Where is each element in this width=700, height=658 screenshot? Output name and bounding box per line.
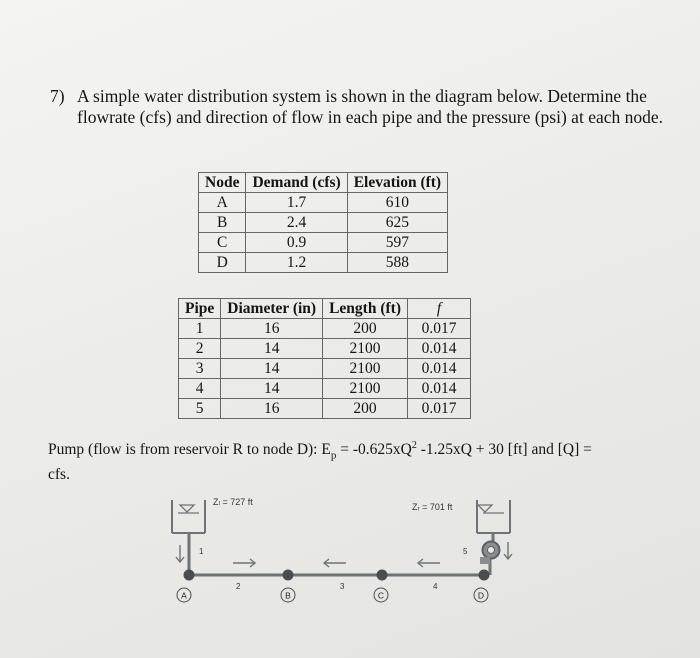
pipe-label-2: 2 — [236, 582, 241, 591]
pipe-label-5: 5 — [463, 547, 468, 556]
table-cell: 2100 — [323, 379, 408, 399]
junction-c-icon — [377, 570, 388, 581]
node-label-b: B — [285, 590, 291, 601]
question-text: A simple water distribution system is shown in the diagram below. Determine the flowrate (cfs) and direction of flow in each pipe and the pressure (psi) at each node. — [77, 86, 664, 127]
pump-term1: = -0.625xQ — [336, 441, 412, 459]
header-friction: f — [408, 299, 471, 319]
pump-term2: -1.25xQ + 30 [ft] and [Q] = — [416, 441, 592, 459]
table-cell: 14 — [221, 359, 323, 379]
table-cell: 2.4 — [246, 213, 347, 233]
table-cell: 2100 — [323, 359, 408, 379]
left-arrow-icon — [324, 559, 346, 567]
junction-b-icon — [283, 570, 294, 581]
pump-prefix: Pump (flow is from reservoir R to node D): E — [48, 441, 331, 459]
pipe-label-3: 3 — [340, 582, 345, 591]
table-cell: 200 — [323, 399, 408, 419]
right-reservoir-elevation: Zᵣ = 701 ft — [412, 502, 453, 512]
table-cell: 16 — [221, 319, 323, 339]
header-length: Length (ft) — [323, 299, 408, 319]
table-cell: 5 — [179, 399, 221, 419]
question-number: 7) — [50, 86, 65, 106]
table-cell: 2100 — [323, 339, 408, 359]
table-cell: 625 — [347, 213, 447, 233]
table-cell: 1.2 — [246, 253, 347, 273]
table-cell: 1.7 — [246, 193, 347, 213]
pump-superscript: 2 — [411, 440, 417, 451]
junction-d-icon — [479, 570, 490, 581]
pipe-label-1: 1 — [199, 547, 204, 556]
left-reservoir-elevation: Zₗ = 727 ft — [213, 497, 253, 507]
pump-subscript: p — [330, 449, 337, 462]
table-cell: 0.017 — [408, 399, 471, 419]
right-arrow-icon — [233, 559, 255, 567]
down-arrow-icon — [504, 542, 512, 559]
table-cell: 3 — [179, 359, 221, 379]
table-cell: 14 — [221, 339, 323, 359]
table-cell: 0.014 — [408, 339, 471, 359]
header-demand: Demand (cfs) — [246, 173, 347, 193]
table-cell: A — [199, 193, 246, 213]
table-cell: 2 — [179, 339, 221, 359]
table-cell: 0.014 — [408, 359, 471, 379]
table-cell: 200 — [323, 319, 408, 339]
header-node: Node — [199, 173, 246, 193]
pipe-label-4: 4 — [433, 582, 438, 591]
table-cell: 14 — [221, 379, 323, 399]
header-elevation: Elevation (ft) — [347, 173, 447, 193]
table-cell: 4 — [179, 379, 221, 399]
junction-a-icon — [184, 570, 195, 581]
left-arrow-icon — [418, 559, 440, 567]
table-cell: 0.014 — [408, 379, 471, 399]
table-cell: 588 — [347, 253, 447, 273]
pump-icon — [480, 542, 500, 565]
pump-units: cfs. — [48, 466, 70, 484]
header-diameter: Diameter (in) — [221, 299, 323, 319]
node-label-d: D — [477, 590, 485, 601]
table-cell: 597 — [347, 233, 447, 253]
water-level-triangle-left — [180, 505, 194, 512]
table-cell: 0.9 — [246, 233, 347, 253]
table-cell: B — [199, 213, 246, 233]
table-cell: 1 — [179, 319, 221, 339]
table-cell: D — [199, 253, 246, 273]
water-level-triangle-right — [478, 505, 492, 512]
table-cell: C — [199, 233, 246, 253]
table-cell: 16 — [221, 399, 323, 419]
node-label-a: A — [181, 590, 187, 601]
header-pipe: Pipe — [179, 299, 221, 319]
down-arrow-icon — [176, 545, 184, 562]
table-cell: 610 — [347, 193, 447, 213]
table-cell: 0.017 — [408, 319, 471, 339]
node-label-c: C — [377, 590, 385, 601]
